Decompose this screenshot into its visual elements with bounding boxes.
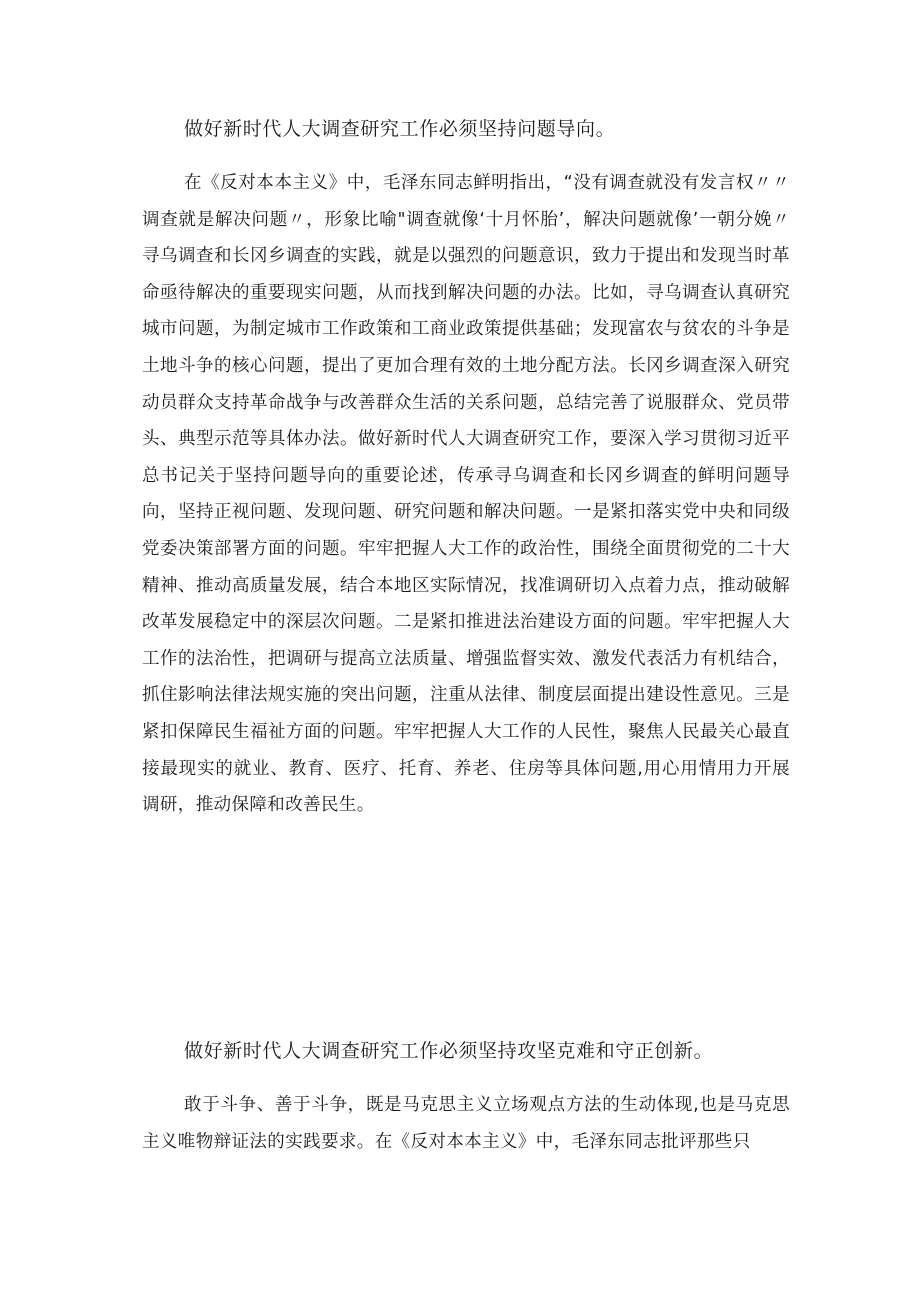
- section-paragraph-problem-orientation: 在《反对本本主义》中，毛泽东同志鲜明指出，“没有调查就没有发言权〃〃调查就是解决问题〃，形象比喻"调查就像‘十月怀胎’，解决问题就像’一朝分娩〃寻乌调查和长冈乡调查的实践，就是以强烈的问题意识，致力于提出和发现当时革命亟待解决的重要现实问题，从而找到解决问题的办法。比如，寻乌调查认真研究城市问题，为制定城市工作政策和工商业政策提供基础；发现富农与贫农的斗争是土地斗争的核心问题，提出了更加合理有效的土地分配方法。长冈乡调查深入研究动员群众支持革命战争与改善群众生活的关系问题，总结完善了说服群众、党员带头、典型示范等具体办法。做好新时代人大调查研究工作，要深入学习贯彻习近平总书记关于坚持问题导向的重要论述，传承寻乌调查和长冈乡调查的鲜明问题导向，坚持正视问题、发现问题、研究问题和解决问题。一是紧扣落实党中央和同级党委决策部署方面的问题。牢牢把握人大工作的政治性，围绕全面贯彻党的二十大精神、推动高质量发展，结合本地区实际情况，找准调研切入点着力点，推动破解改革发展稳定中的深层次问题。二是紧扣推进法治建设方面的问题。牢牢把握人大工作的法治性，把调研与提高立法质量、增强监督实效、激发代表活力有机结合，抓住影响法律法规实施的突出问题，注重从法律、制度层面提出建设性意见。三是紧扣保障民生福祉方面的问题。牢牢把握人大工作的人民性，聚焦人民最关心最直接最现实的就业、教育、医疗、托育、养老、住房等具体问题,用心用情用力开展调研，推动保障和改善民生。: [142, 173, 790, 816]
- section-paragraph-innovation: 敢于斗争、善于斗争，既是马克思主义立场观点方法的生动体现,也是马克思主义唯物辩证法的实践要求。在《反对本本主义》中，毛泽东同志批评那些只: [142, 1095, 790, 1152]
- section-heading-problem-orientation: 做好新时代人大调查研究工作必须坚持问题导向。: [184, 118, 616, 140]
- section-heading-innovation: 做好新时代人大调查研究工作必须坚持攻坚克难和守正创新。: [184, 1040, 714, 1062]
